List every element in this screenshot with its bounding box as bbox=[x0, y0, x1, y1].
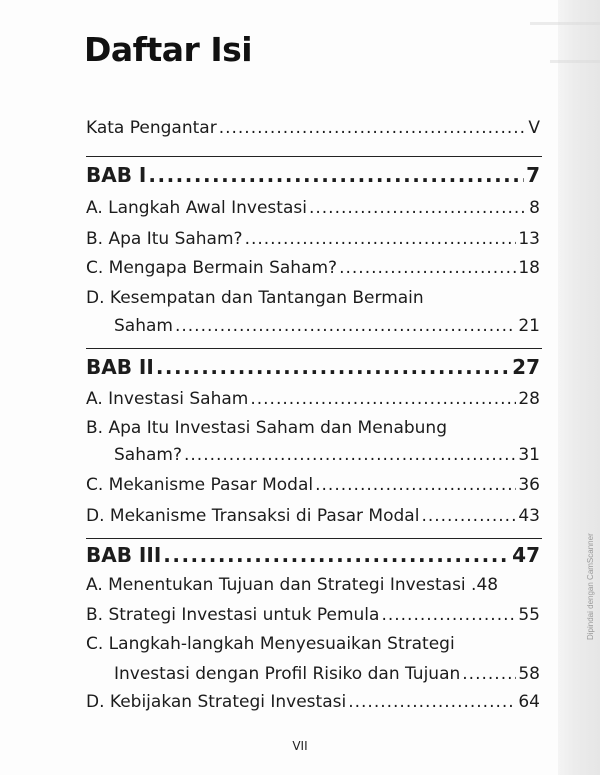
toc-entry[interactable] bbox=[86, 198, 540, 218]
chapter-label: BAB I bbox=[86, 163, 147, 187]
toc-page-number: 48 bbox=[476, 575, 499, 595]
toc-entry[interactable] bbox=[86, 229, 540, 249]
chapter-divider bbox=[86, 538, 542, 539]
toc-page-number: 58 bbox=[518, 664, 540, 684]
toc-leader-dots bbox=[219, 118, 527, 138]
scanner-watermark: Dipindai dengan CamScanner bbox=[586, 533, 595, 640]
toc-entry-label: B. Apa Itu Saham? bbox=[86, 229, 243, 249]
toc-entry[interactable] bbox=[86, 475, 540, 495]
toc-leader-dots bbox=[250, 389, 516, 409]
toc-entry[interactable] bbox=[86, 389, 540, 409]
page-number-footer: VII bbox=[292, 739, 308, 753]
toc-entry-label: D. Mekanisme Transaksi di Pasar Modal bbox=[86, 506, 420, 526]
toc-entry-label: A. Menentukan Tujuan dan Strategi Investasi . bbox=[86, 575, 477, 595]
toc-chapter-3[interactable] bbox=[86, 543, 540, 567]
toc-entry-continuation-label: Saham bbox=[114, 316, 173, 336]
toc-entry-continuation[interactable] bbox=[114, 664, 540, 684]
toc-page-number: 31 bbox=[518, 445, 540, 465]
toc-leader-dots bbox=[381, 605, 516, 625]
toc-entry[interactable] bbox=[86, 258, 540, 278]
toc-entry-label: A. Langkah Awal Investasi bbox=[86, 198, 307, 218]
toc-leader-dots bbox=[315, 475, 516, 495]
toc-page-number: 55 bbox=[518, 605, 540, 625]
toc-leader-dots bbox=[348, 692, 516, 712]
toc-leader-dots bbox=[245, 229, 517, 249]
toc-page-number: 21 bbox=[518, 316, 540, 336]
toc-page-number: 8 bbox=[529, 198, 540, 218]
toc-leader-dots bbox=[163, 543, 510, 567]
toc-entry-continuation-label: Investasi dengan Profil Risiko dan Tujuan bbox=[114, 664, 461, 684]
toc-entry[interactable] bbox=[86, 506, 540, 526]
toc-entry-label[interactable]: D. Kesempatan dan Tantangan Bermain bbox=[86, 288, 424, 308]
chapter-page-number: 47 bbox=[512, 543, 540, 567]
chapter-page-number: 27 bbox=[512, 355, 540, 379]
toc-entry-preface[interactable] bbox=[86, 118, 540, 138]
chapter-page-number: 7 bbox=[526, 163, 540, 187]
toc-entry-label: C. Mengapa Bermain Saham? bbox=[86, 258, 338, 278]
toc-leader-dots bbox=[184, 445, 516, 465]
page-title: Daftar Isi bbox=[84, 30, 253, 69]
toc-entry[interactable] bbox=[86, 692, 540, 712]
chapter-divider bbox=[86, 156, 542, 157]
toc-entry-continuation[interactable] bbox=[114, 316, 540, 336]
toc-leader-dots bbox=[309, 198, 527, 218]
bleed-through bbox=[550, 60, 600, 63]
toc-chapter-1[interactable] bbox=[86, 163, 540, 187]
toc-leader-dots bbox=[339, 258, 516, 278]
toc-leader-dots bbox=[462, 664, 516, 684]
toc-entry-label: Kata Pengantar bbox=[86, 118, 217, 138]
toc-leader-dots bbox=[156, 355, 510, 379]
toc-entry-label[interactable]: C. Langkah-langkah Menyesuaikan Strategi bbox=[86, 634, 455, 654]
toc-leader-dots bbox=[148, 163, 524, 187]
toc-page-number: 36 bbox=[518, 475, 540, 495]
toc-entry-label: C. Mekanisme Pasar Modal bbox=[86, 475, 314, 495]
toc-page-number: V bbox=[528, 118, 540, 138]
toc-entry[interactable] bbox=[86, 605, 540, 625]
toc-page-number: 18 bbox=[518, 258, 540, 278]
toc-leader-dots bbox=[421, 506, 516, 526]
toc-entry-label: B. Strategi Investasi untuk Pemula bbox=[86, 605, 380, 625]
toc-page-number: 28 bbox=[518, 389, 540, 409]
toc-leader-dots bbox=[175, 316, 516, 336]
bleed-through bbox=[530, 22, 600, 25]
toc-entry-label[interactable]: B. Apa Itu Investasi Saham dan Menabung bbox=[86, 418, 448, 438]
toc-page-number: 43 bbox=[518, 506, 540, 526]
toc-chapter-2[interactable] bbox=[86, 355, 540, 379]
chapter-label: BAB II bbox=[86, 355, 154, 379]
toc-entry-label: D. Kebijakan Strategi Investasi bbox=[86, 692, 347, 712]
toc-entry-label: A. Investasi Saham bbox=[86, 389, 249, 409]
toc-entry-continuation-label: Saham? bbox=[114, 445, 182, 465]
chapter-divider bbox=[86, 348, 542, 349]
scan-edge-shadow bbox=[558, 0, 600, 775]
chapter-label: BAB III bbox=[86, 543, 162, 567]
toc-page-number: 13 bbox=[518, 229, 540, 249]
toc-page-number: 64 bbox=[518, 692, 540, 712]
toc-entry[interactable] bbox=[86, 575, 540, 595]
toc-entry-continuation[interactable] bbox=[114, 445, 540, 465]
